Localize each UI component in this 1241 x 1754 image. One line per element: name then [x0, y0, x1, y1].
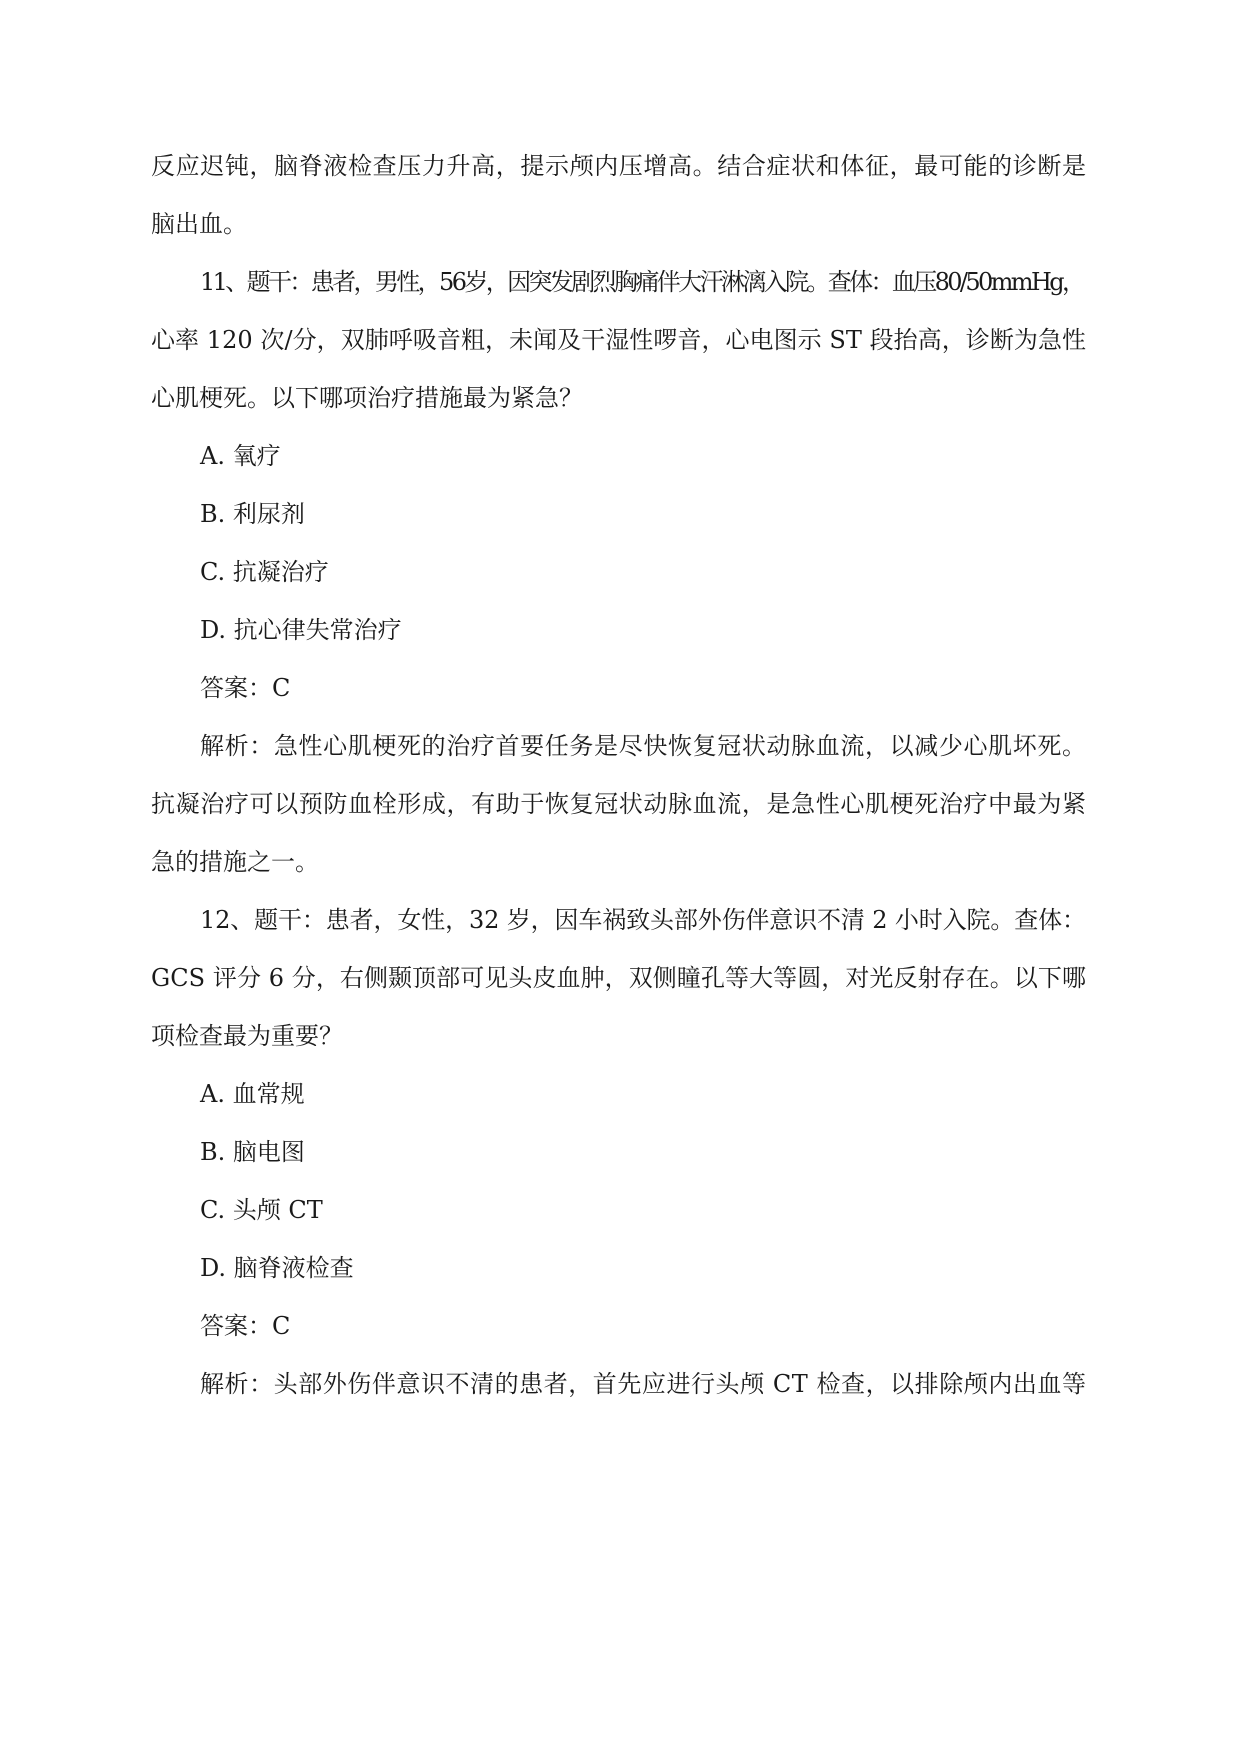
text-line: 项检查最为重要？ — [151, 1022, 343, 1050]
text-line: 脑出血。 — [151, 210, 247, 238]
explanation: 解析：头部外伤伴意识不清的患者，首先应进行头颅 CT 检查，以排除颅内出血等 — [200, 1370, 1087, 1398]
answer-label: 答案：C — [200, 674, 291, 702]
option-b: B. 脑电图 — [200, 1138, 305, 1166]
explanation: 解析：急性心肌梗死的治疗首要任务是尽快恢复冠状动脉血流，以减少心肌坏死。 — [200, 732, 1087, 760]
question-12-stem: 12、题干：患者，女性，32 岁，因车祸致头部外伤伴意识不清 2 小时入院。查体： — [200, 906, 1086, 934]
option-d: D. 抗心律失常治疗 — [200, 616, 402, 644]
option-c: C. 抗凝治疗 — [200, 558, 329, 586]
option-a: A. 氧疗 — [200, 442, 281, 470]
text-line: 急的措施之一。 — [151, 848, 319, 876]
text-line: 心率 120 次/分，双肺呼吸音粗，未闻及干湿性啰音，心电图示 ST 段抬高，诊断为急性 — [151, 326, 1087, 354]
answer-label: 答案：C — [200, 1312, 291, 1340]
text-line: 心肌梗死。以下哪项治疗措施最为紧急？ — [151, 384, 583, 412]
text-line: 反应迟钝，脑脊液检查压力升高，提示颅内压增高。结合症状和体征，最可能的诊断是 — [151, 152, 1087, 180]
text-line: 抗凝治疗可以预防血栓形成，有助于恢复冠状动脉血流，是急性心肌梗死治疗中最为紧 — [151, 790, 1087, 818]
option-a: A. 血常规 — [200, 1080, 305, 1108]
option-b: B. 利尿剂 — [200, 500, 305, 528]
question-11-stem: 11、题干：患者，男性，56岁，因突发剧烈胸痛伴大汗淋漓入院。查体：血压80/50mmHg， — [200, 268, 1084, 296]
option-d: D. 脑脊液检查 — [200, 1254, 354, 1282]
text-line: GCS 评分 6 分，右侧颞顶部可见头皮血肿，双侧瞳孔等大等圆，对光反射存在。以下哪 — [151, 964, 1087, 992]
option-c: C. 头颅 CT — [200, 1196, 323, 1224]
